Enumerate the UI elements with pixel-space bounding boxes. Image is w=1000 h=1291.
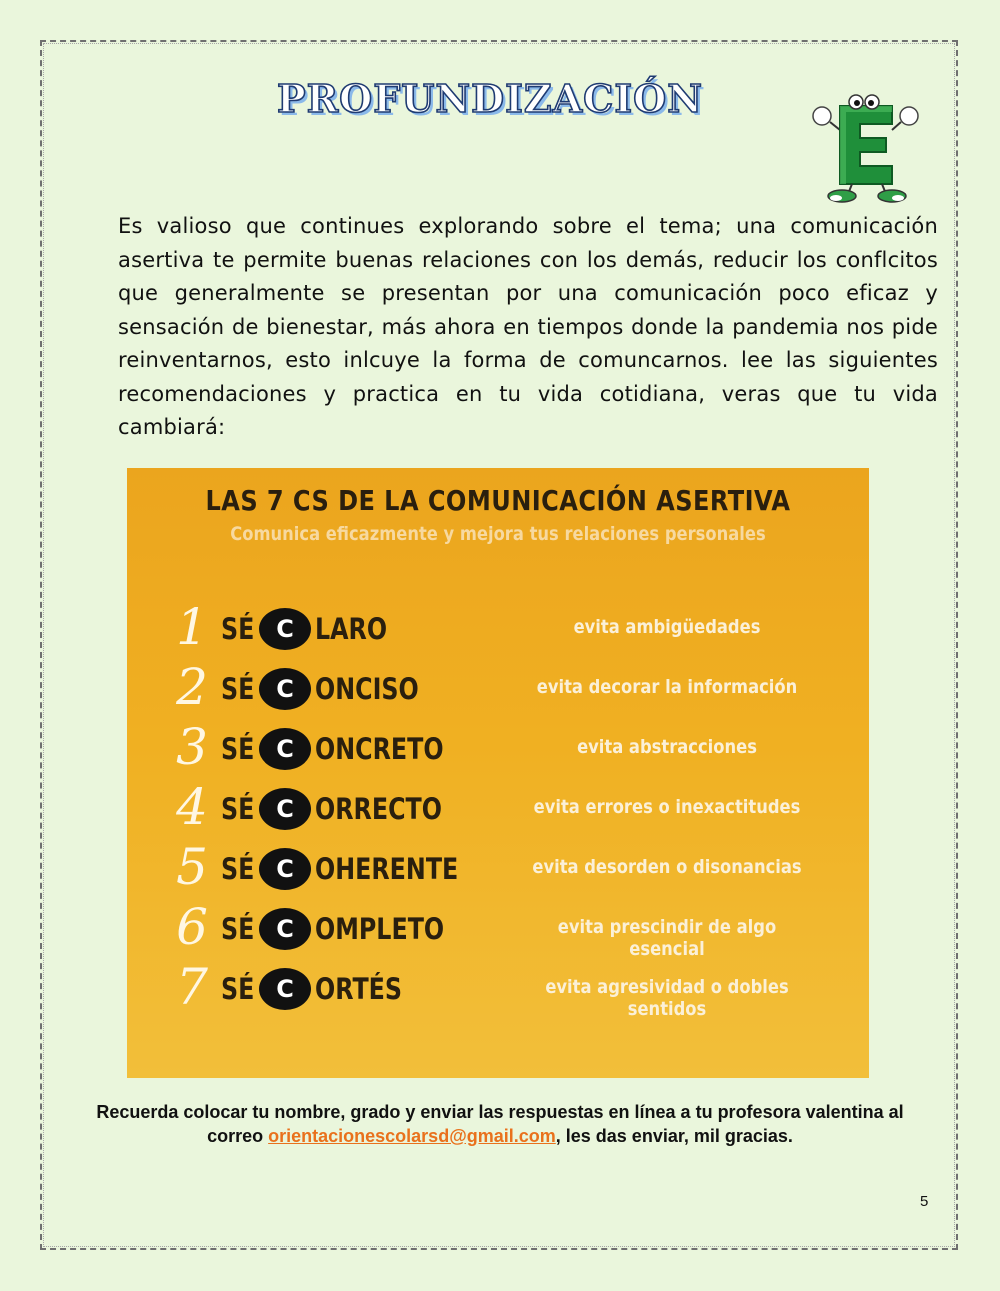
letter-e-mascot-icon [808, 88, 923, 203]
item-word: ONCRETO [315, 732, 444, 766]
footer-prefix: correo [207, 1126, 269, 1146]
list-item [127, 718, 869, 782]
item-description: evita desorden o disonancias [532, 856, 802, 878]
item-number: 6 [176, 898, 208, 956]
list-item [127, 778, 869, 842]
footer-line-1: Recuerda colocar tu nombre, grado y enviar las respuestas en línea a tu profesora valentina al [96, 1102, 904, 1122]
item-prefix: SÉ [221, 912, 255, 946]
item-description: evita ambigüedades [573, 616, 761, 638]
poster-subtitle: Comunica eficazmente y mejora tus relaciones personales [230, 523, 766, 545]
item-number: 4 [176, 778, 208, 836]
c-badge-icon: C [259, 668, 311, 710]
item-prefix: SÉ [221, 612, 255, 646]
item-number: 1 [176, 598, 208, 656]
item-prefix: SÉ [221, 972, 255, 1006]
item-word: OHERENTE [315, 852, 459, 886]
footer-note [52, 1100, 948, 1148]
item-description: evita agresividad o dobles sentidos [545, 976, 789, 1020]
page-title: PROFUNDIZACIÓN [277, 76, 703, 121]
list-item [127, 658, 869, 722]
c-badge-icon: C [259, 608, 311, 650]
c-badge-icon: C [259, 788, 311, 830]
seven-cs-poster [127, 468, 869, 1078]
poster-title: LAS 7 CS DE LA COMUNICACIÓN ASERTIVA [205, 484, 791, 517]
item-prefix: SÉ [221, 672, 255, 706]
item-description: evita prescindir de algo esencial [557, 916, 777, 960]
list-item [127, 838, 869, 902]
item-number: 2 [176, 658, 208, 716]
footer-suffix: , les das enviar, mil gracias. [555, 1126, 793, 1146]
item-word: ORTÉS [315, 972, 403, 1006]
item-word: LARO [315, 612, 388, 646]
item-word: OMPLETO [315, 912, 445, 946]
item-number: 7 [176, 958, 208, 1016]
item-prefix: SÉ [221, 852, 255, 886]
item-prefix: SÉ [221, 792, 255, 826]
item-description: evita decorar la información [536, 676, 798, 698]
item-word: ORRECTO [315, 792, 442, 826]
list-item [127, 898, 869, 962]
c-badge-icon: C [259, 968, 311, 1010]
list-item [127, 598, 869, 662]
page-number: 5 [920, 1193, 929, 1210]
c-badge-icon: C [259, 848, 311, 890]
item-number: 3 [176, 718, 208, 776]
c-badge-icon: C [259, 908, 311, 950]
item-word: ONCISO [315, 672, 419, 706]
item-description: evita abstracciones [577, 736, 757, 758]
item-number: 5 [176, 838, 208, 896]
c-badge-icon: C [259, 728, 311, 770]
item-description: evita errores o inexactitudes [533, 796, 801, 818]
intro-paragraph: Es valioso que continues explorando sobre el tema; una comunicación asertiva te permite buenas relaciones con los demás, reducir los conflcitos que generalmente se presentan por una comunicación poco eficaz y sensación de bienestar, más ahora en tiempos donde la pandemia nos pide reinventarnos, esto inlcuye la forma de comuncarnos. lee las siguientes recomendaciones y practica en tu vida cotidiana, veras que tu vida cambiará: [118, 214, 938, 439]
item-prefix: SÉ [221, 732, 255, 766]
list-item [127, 958, 869, 1022]
email-link[interactable]: orientacionescolarsd@gmail.com [268, 1126, 556, 1146]
